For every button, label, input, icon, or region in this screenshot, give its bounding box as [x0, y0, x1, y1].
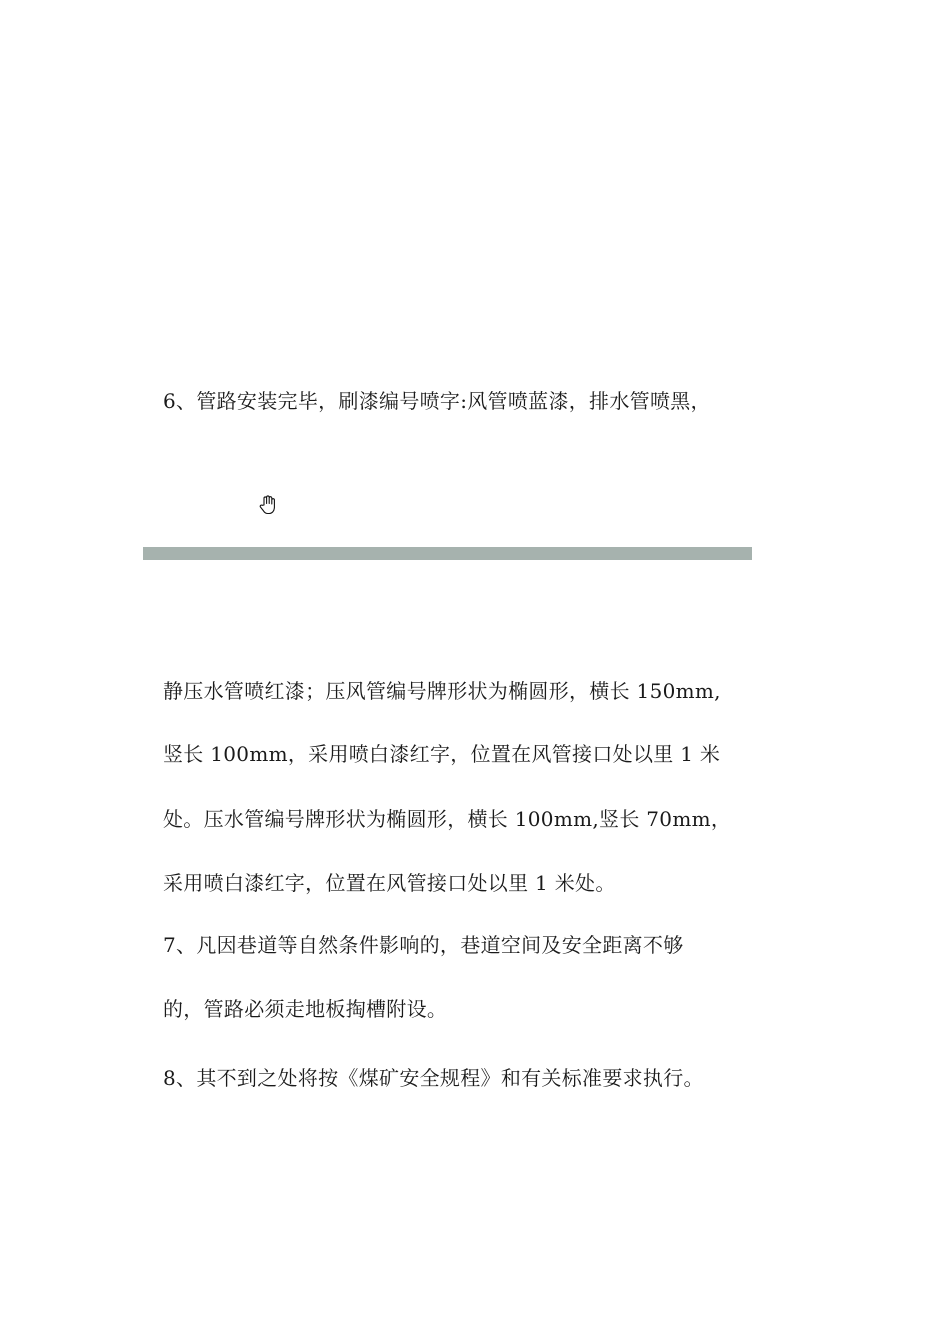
paragraph-line: 8、其不到之处将按《煤矿安全规程》和有关标准要求执行。: [163, 1066, 704, 1090]
section-divider: [143, 547, 752, 560]
paragraph-line: 处。压水管编号牌形状为椭圆形，横长 100mm,竖长 70mm，: [163, 807, 732, 831]
paragraph-line: 静压水管喷红漆；压风管编号牌形状为椭圆形，横长 150mm,: [163, 679, 721, 703]
hand-pointer-icon: [257, 494, 279, 516]
paragraph-line: 的，管路必须走地板掏槽附设。: [163, 997, 448, 1021]
paragraph-line: 竖长 100mm，采用喷白漆红字，位置在风管接口处以里 1 米: [163, 742, 721, 766]
paragraph-line: 7、凡因巷道等自然条件影响的，巷道空间及安全距离不够: [163, 933, 684, 957]
paragraph-line: 采用喷白漆红字，位置在风管接口处以里 1 米处。: [163, 871, 616, 895]
paragraph-line: 6、管路安装完毕，刷漆编号喷字:风管喷蓝漆，排水管喷黑，: [163, 389, 711, 413]
